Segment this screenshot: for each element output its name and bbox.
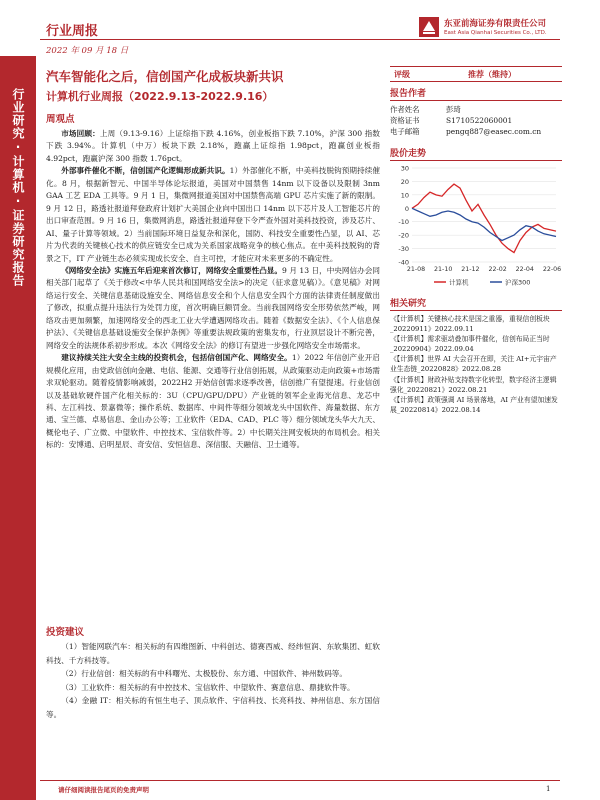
page-number: 1 <box>546 785 551 793</box>
rating-bar <box>390 66 562 82</box>
analyst-row <box>390 126 562 137</box>
paragraph-text: 9 月 13 日，中央网信办会同相关部门起草了《关于修改<中华人民共和国网络安全法>的决定（征求意见稿）》。《意见稿》对网络运行安全、关键信息基础设施安全、网络信息安全和个人信息安全四个方面的法律责任制度做出了修改，拟重点提升违法行为处罚力度，首次明确巨额罚金。当前我国网络安全形势依然严峻，网络攻击更加频繁，加速网络安全的西北工业大学遭遇网络攻击。随着《数据安全法》、《个人信息保护法》、《关键信息基础设施安全保护条例》等重要法规政策的密集发布，行业顶层设计不断完善，网络安全的法规体系初步形成。本次《网络安全法》的修订有望进一步强化网络安全市场需求。 <box>46 265 380 350</box>
paragraph-label: 《网络安全法》实施五年后迎来首次修订，网络安全重要性凸显。 <box>61 265 283 275</box>
chart-legend <box>434 278 530 287</box>
stock-trend-chart <box>390 162 562 292</box>
y-tick-label: 20 <box>400 177 409 186</box>
trend-heading: 股价走势 <box>390 146 562 161</box>
legend-label: 计算机 <box>449 278 469 287</box>
rating-label: 评级 <box>394 70 410 79</box>
footer-disclaimer: 请仔细阅读报告尾页的免责声明 <box>58 786 149 794</box>
report-subtitle: 计算机行业周报（2022.9.13-2022.9.16） <box>46 90 274 103</box>
related-item[interactable]: 《【计算机】财政补贴支持数字化转型，数字经济主逻辑强化_20220821》2022.08.21 <box>390 375 557 394</box>
invest-item: （1）智能网联汽车：相关标的有四维图新、中科创达、德赛西威、经纬恒润、东软集团、虹软科技、千方科技等。 <box>46 642 380 665</box>
section-heading-invest: 投资建议 <box>46 627 85 638</box>
info-key: 作者姓名 <box>390 105 420 114</box>
paragraph-text: 1）外部催化不断，中美科技脱钩预期持续催化。8 月，根据新智元、中国半导体论坛报道，美国对中国禁售 14nm 以下设备以及限制 3nm GAA 工艺 EDA 工具等。9 月 1 日，集微网报道美国对中国禁售高端 GPU 芯片实施了新的限制。9 月 12 日，路透社报道拜登政府计划扩大美国企业向中国出口 14nm 以下芯片及人工智能芯片的出口审查范围。9 月 16 日，集微网消息，路透社报道拜登下令严查外国对美科技投资，涉及芯片、AI、量子计算等领域。2）当前国际环境日益复杂和深化，国防、科技安全重要性凸显，以 AI、芯片为代表的关键核心技术的供应链安全已成为关系国家战略竞争的核心焦点。在中美科技脱钩的背景之下，IT 产业链生态必须实现成长安全、自主可控，才能应对未来更多的不确定性。 <box>46 166 380 263</box>
legend-label: 沪深300 <box>505 278 531 287</box>
company-logo <box>418 15 558 41</box>
info-value: S1710522060001 <box>446 116 513 125</box>
y-tick-label: -20 <box>398 231 409 240</box>
paragraph-recommendation <box>46 352 380 452</box>
analyst-row <box>390 115 562 126</box>
paragraph-label: 建议持续关注大安全主线的投资机会，包括信创国产化、网络安全。 <box>61 353 292 363</box>
related-panel <box>390 296 562 415</box>
side-band-text: 行业研究·计算机·证券研究报告 <box>11 88 25 287</box>
related-heading: 相关研究 <box>390 296 562 311</box>
y-tick-label: 10 <box>400 191 409 200</box>
footer-rule <box>40 780 560 781</box>
related-list <box>390 314 562 415</box>
rating-value: 推荐（维持） <box>468 70 516 79</box>
paragraph-cyber-law <box>46 265 380 352</box>
report-date: 2022 年 09 月 18 日 <box>46 46 129 56</box>
paragraph-external-events <box>46 165 380 265</box>
y-tick-label: 0 <box>404 204 409 213</box>
info-key: 资格证书 <box>390 116 420 125</box>
invest-item: （3）工业软件：相关标的有中控技术、宝信软件、中望软件、赛意信息、鼎捷软件等。 <box>61 682 355 692</box>
x-tick-label: 21-10 <box>434 266 453 273</box>
info-value[interactable]: pengq887@easec.com.cn <box>446 127 542 136</box>
analyst-heading: 报告作者 <box>390 86 562 101</box>
company-name-en: East Asia Qianhai Securities Co., LTD. <box>444 30 547 36</box>
x-tick-label: 22-04 <box>515 266 534 273</box>
paragraph-label: 市场回顾： <box>61 129 100 138</box>
series-line <box>412 184 556 253</box>
analyst-row <box>390 104 562 115</box>
x-tick-label: 21-08 <box>406 266 426 273</box>
company-name-cn: 东亚前海证券有限责任公司 <box>444 19 547 29</box>
related-item[interactable]: 《【计算机】政策强调 AI 场景落地，AI 产业有望加速发展_20220814》2022.08.14 <box>390 395 558 414</box>
section-heading-observe: 周观点 <box>46 114 75 125</box>
body-text <box>46 128 380 452</box>
analyst-info <box>390 104 562 137</box>
y-tick-label: -30 <box>398 245 409 254</box>
related-item[interactable]: 《【计算机】关键核心技术是国之重器，重视信创板块_20220911》2022.09.11 <box>390 315 550 334</box>
report-type: 行业周报 <box>46 24 99 39</box>
x-tick-label: 22-02 <box>488 266 507 273</box>
related-item[interactable]: 《【计算机】需求驱动叠加事件催化，信创布局正当时_20220904》2022.09.04 <box>390 335 550 354</box>
x-tick-label: 22-06 <box>542 266 562 273</box>
series-line <box>412 208 556 240</box>
paragraph-label: 外部事件催化不断，信创国产化逻辑形成新共识。 <box>61 166 230 176</box>
chart-x-ticks <box>407 266 561 273</box>
related-item[interactable]: 《【计算机】世界 AI 大会召开在即，关注 AI+元宇宙产业生态链_20220828》2022.08.28 <box>390 355 557 374</box>
invest-list <box>46 640 380 721</box>
x-tick-label: 21-12 <box>461 266 480 273</box>
invest-item: （4）金融 IT：相关标的有恒生电子、顶点软件、宇信科技、长亮科技、神州信息、东方国信等。 <box>46 696 380 719</box>
info-value: 彭琦 <box>446 105 461 114</box>
report-title: 汽车智能化之后，信创国产化成板块新共识 <box>46 69 284 84</box>
analyst-panel <box>390 86 562 137</box>
paragraph-text: 上周（9.13-9.16）上证综指下跌 4.16%，创业板指下跌 7.10%，沪深 300 指数下跌 3.94%。计算机（中万）板块下跌 2.18%，跑赢上证综指 1.98pct，跑赢创业板指 4.92pct，跑赢沪深 300 指数 1.76pct。 <box>46 129 381 163</box>
y-tick-label: -10 <box>398 218 409 227</box>
chart-series <box>412 184 556 253</box>
invest-item: （2）行业信创：相关标的有中科曙光、太极股份、东方通、中国软件、神州数码等。 <box>61 669 347 678</box>
y-tick-label: -40 <box>398 258 409 267</box>
trend-panel <box>390 146 562 161</box>
paragraph-text: 1）2022 年信创产业开启规模化应用，由党政信创向金融、电信、能源、交通等行业信创拓展，从政策驱动走向政策+市场需求双轮驱动。随着疫情影响减弱，2022H2 开始信创需求逐季改善，信创推广有望提速。行业信创以及基础软硬件国产化相关标的：3U（CPU/GPU/DPU）产业链的领军企业海光信息、龙芯中科、左江科技、景嘉微等；操作系统、数据库、中间件等细分领域龙头中国软件、海量数据、东方通、宝兰德、卓易信息、金山办公等；工业软件（EDA、CAD、PLC 等）细分领域龙头华大九天、概伦电子、广立微、中望软件、中控技术、宝信软件等。2）中长期关注网安板块的布局机会。相关标的：安博通、启明星辰、奇安信、安恒信息、深信服、天融信、卫士通等。 <box>46 353 380 450</box>
logo-mark-icon <box>418 16 440 38</box>
y-tick-label: 30 <box>400 164 409 173</box>
chart-y-ticks <box>398 165 409 267</box>
info-key: 电子邮箱 <box>390 127 420 136</box>
paragraph-market-review <box>46 128 380 165</box>
